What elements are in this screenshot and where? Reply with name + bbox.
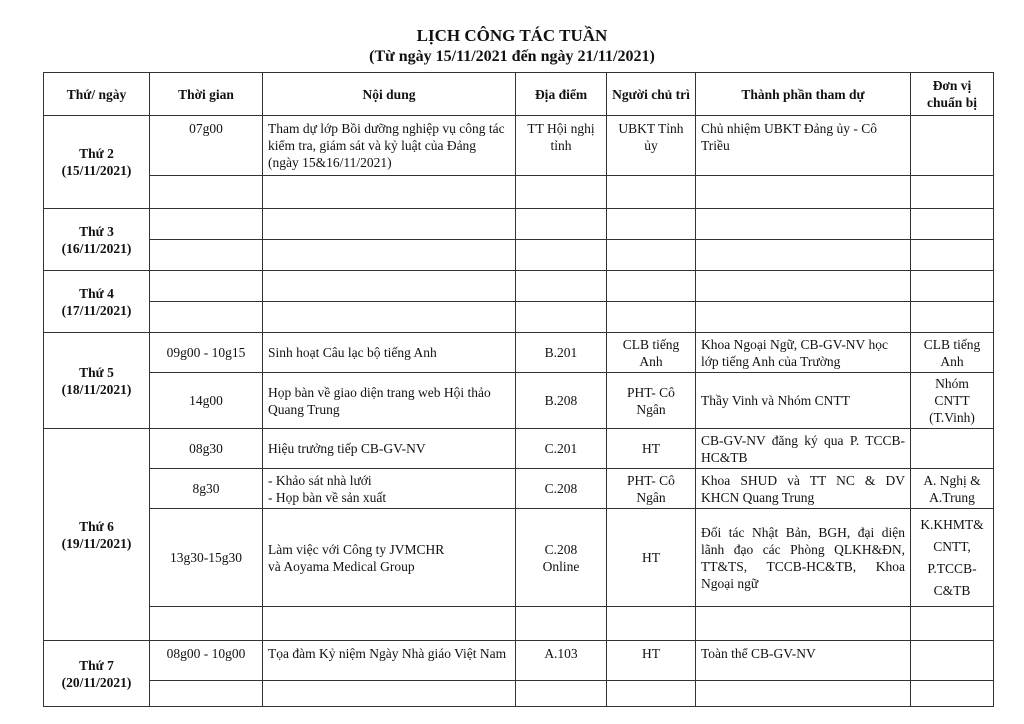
day-cell: Thứ 4 (17/11/2021) bbox=[44, 271, 150, 333]
content-cell: Hiệu trưởng tiếp CB-GV-NV bbox=[263, 429, 516, 469]
table-row bbox=[44, 681, 994, 707]
prep-cell: Nhóm CNTT (T.Vinh) bbox=[911, 373, 994, 429]
table-row bbox=[44, 641, 994, 681]
table-row bbox=[44, 116, 994, 176]
place-cell: TT Hội nghị tỉnh bbox=[516, 116, 607, 176]
host-cell: HT bbox=[607, 509, 696, 607]
day-cell: Thứ 2 (15/11/2021) bbox=[44, 116, 150, 209]
attendees-cell: Chủ nhiệm UBKT Đảng ủy - Cô Triều bbox=[696, 116, 911, 176]
prep-cell bbox=[911, 116, 994, 176]
header-row bbox=[44, 73, 994, 116]
table-row bbox=[44, 240, 994, 271]
day-cell: Thứ 5 (18/11/2021) bbox=[44, 333, 150, 429]
table-row bbox=[44, 607, 994, 641]
header-content: Nội dung bbox=[263, 73, 516, 116]
host-cell: HT bbox=[607, 429, 696, 469]
content-cell: - Khảo sát nhà lưới - Họp bàn về sản xuất bbox=[263, 469, 516, 509]
document-subtitle: (Từ ngày 15/11/2021 đến ngày 21/11/2021) bbox=[369, 48, 655, 65]
attendees-cell: Khoa Ngoại Ngữ, CB-GV-NV học lớp tiếng Anh của Trường bbox=[696, 333, 911, 373]
content-cell: Họp bàn về giao diện trang web Hội thảo Quang Trung bbox=[263, 373, 516, 429]
time-cell: 09g00 - 10g15 bbox=[150, 333, 263, 373]
header-attendees: Thành phần tham dự bbox=[696, 73, 911, 116]
host-cell: CLB tiếng Anh bbox=[607, 333, 696, 373]
prep-cell bbox=[911, 641, 994, 681]
schedule-table bbox=[43, 72, 994, 707]
place-cell: C.201 bbox=[516, 429, 607, 469]
attendees-cell: Khoa SHUD và TT NC & DV KHCN Quang Trung bbox=[696, 469, 911, 509]
place-cell: B.208 bbox=[516, 373, 607, 429]
day-cell: Thứ 3 (16/11/2021) bbox=[44, 209, 150, 271]
prep-cell: CLB tiếng Anh bbox=[911, 333, 994, 373]
day-cell: Thứ 7 (20/11/2021) bbox=[44, 641, 150, 707]
header-place: Địa điểm bbox=[516, 73, 607, 116]
table-row bbox=[44, 209, 994, 240]
time-cell: 13g30-15g30 bbox=[150, 509, 263, 607]
day-cell: Thứ 6 (19/11/2021) bbox=[44, 429, 150, 641]
attendees-cell: CB-GV-NV đăng ký qua P. TCCB-HC&TB bbox=[696, 429, 911, 469]
content-cell: Làm việc với Công ty JVMCHR và Aoyama Medical Group bbox=[263, 509, 516, 607]
host-cell: UBKT Tỉnh ủy bbox=[607, 116, 696, 176]
place-cell: C.208 Online bbox=[516, 509, 607, 607]
header-time: Thời gian bbox=[150, 73, 263, 116]
header-prep: Đơn vị chuẩn bị bbox=[911, 73, 994, 116]
attendees-cell: Toàn thể CB-GV-NV bbox=[696, 641, 911, 681]
prep-cell: K.KHMT& CNTT, P.TCCB- C&TB bbox=[911, 509, 994, 607]
time-cell: 08g00 - 10g00 bbox=[150, 641, 263, 681]
place-cell: B.201 bbox=[516, 333, 607, 373]
header-host: Người chủ trì bbox=[607, 73, 696, 116]
content-cell: Tham dự lớp Bồi dưỡng nghiệp vụ công tác kiểm tra, giám sát và kỷ luật của Đảng (ngày 15&16/11/2021) bbox=[263, 116, 516, 176]
table-row bbox=[44, 469, 994, 509]
time-cell: 08g30 bbox=[150, 429, 263, 469]
table-row bbox=[44, 333, 994, 373]
attendees-cell: Đối tác Nhật Bản, BGH, đại diện lãnh đạo các Phòng QLKH&ĐN, TT&TS, TCCB-HC&TB, Khoa Ngoại ngữ bbox=[696, 509, 911, 607]
table-row bbox=[44, 176, 994, 209]
table-row bbox=[44, 509, 994, 607]
table-row bbox=[44, 271, 994, 302]
table-row bbox=[44, 429, 994, 469]
place-cell: C.208 bbox=[516, 469, 607, 509]
content-cell: Tọa đàm Kỷ niệm Ngày Nhà giáo Việt Nam bbox=[263, 641, 516, 681]
time-cell: 14g00 bbox=[150, 373, 263, 429]
time-cell: 8g30 bbox=[150, 469, 263, 509]
host-cell: HT bbox=[607, 641, 696, 681]
table-row bbox=[44, 302, 994, 333]
time-cell: 07g00 bbox=[150, 116, 263, 176]
header-day: Thứ/ ngày bbox=[44, 73, 150, 116]
document-title: LỊCH CÔNG TÁC TUẦN bbox=[416, 26, 608, 45]
attendees-cell: Thầy Vinh và Nhóm CNTT bbox=[696, 373, 911, 429]
prep-cell: A. Nghị & A.Trung bbox=[911, 469, 994, 509]
place-cell: A.103 bbox=[516, 641, 607, 681]
content-cell: Sinh hoạt Câu lạc bộ tiếng Anh bbox=[263, 333, 516, 373]
host-cell: PHT- Cô Ngân bbox=[607, 469, 696, 509]
host-cell: PHT- Cô Ngân bbox=[607, 373, 696, 429]
table-row bbox=[44, 373, 994, 429]
prep-cell bbox=[911, 429, 994, 469]
